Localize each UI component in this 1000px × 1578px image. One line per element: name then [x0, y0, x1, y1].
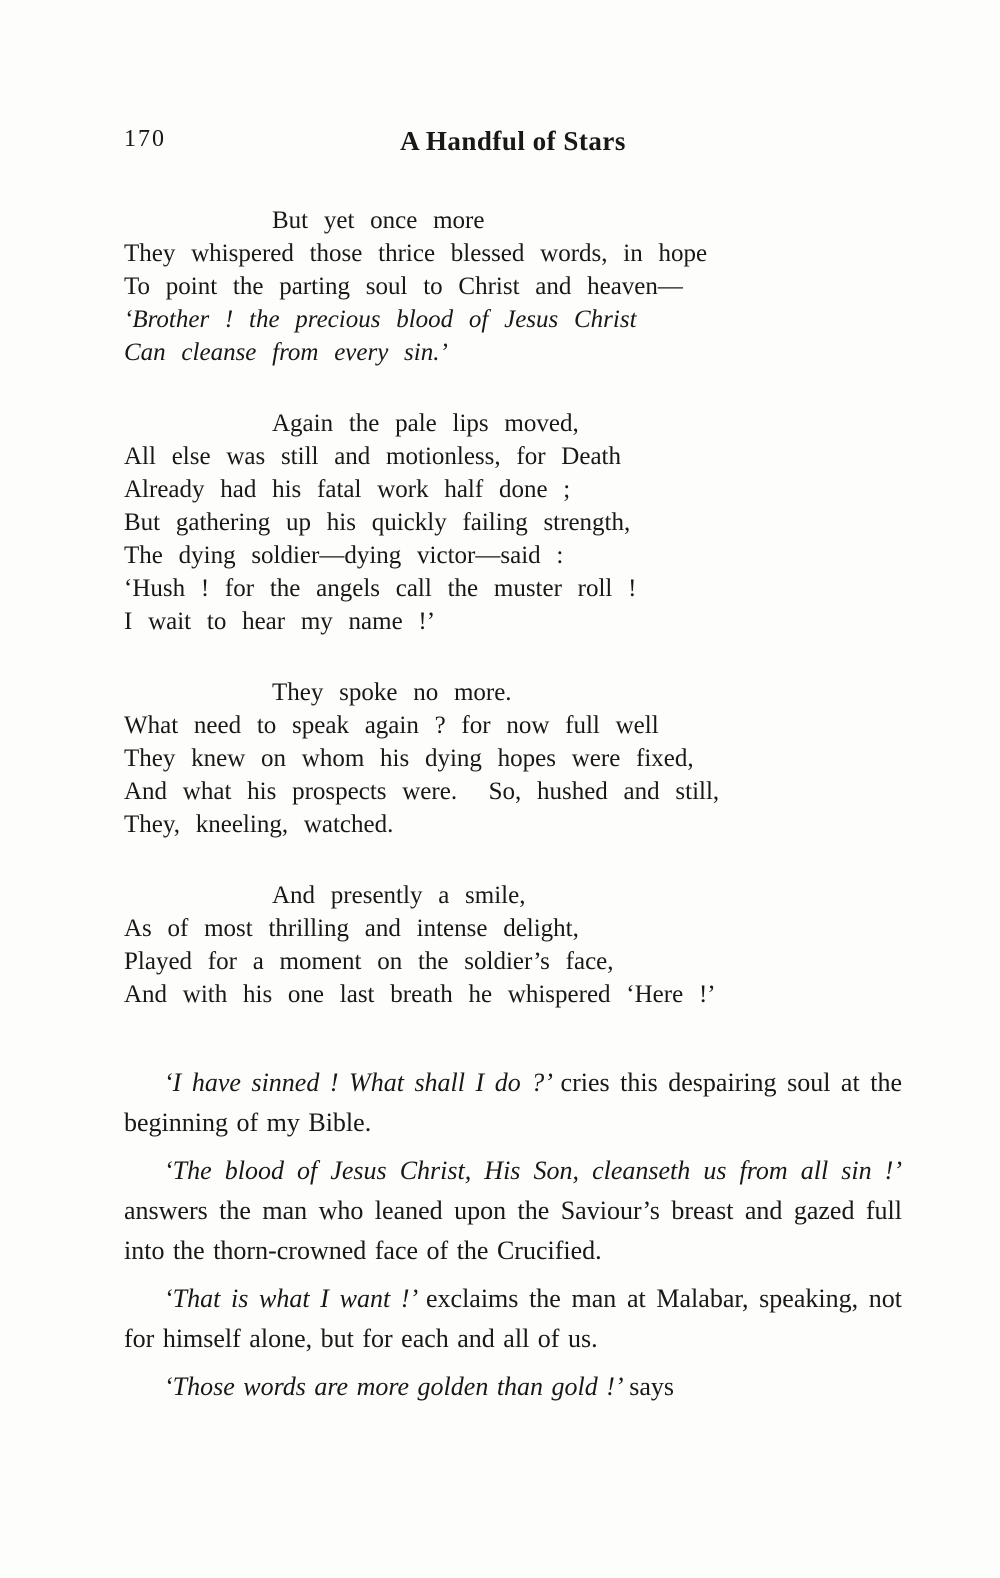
prose-segment-italic: ‘That is what I want !’ — [164, 1284, 426, 1313]
prose-segment: answers the man who leaned upon the Saviour’s breast and gazed full into the thorn-crowned face of the Crucified. — [124, 1196, 902, 1265]
poem-line: All else was still and motionless, for Death — [124, 443, 621, 470]
prose-segment-italic: ‘I have sinned ! What shall I do ?’ — [164, 1068, 561, 1097]
poem-line: And with his one last breath he whispered ‘Here !’ — [124, 981, 716, 1008]
prose-paragraph — [124, 1367, 902, 1407]
prose-paragraph — [124, 1063, 902, 1143]
prose-segment-italic: ‘Those words are more golden than gold !’ — [164, 1372, 630, 1401]
poem-stanza — [124, 407, 902, 638]
poem-line: Already had his fatal work half done ; — [124, 476, 571, 503]
poem-line: And presently a smile, — [272, 882, 526, 909]
poem — [124, 204, 902, 1011]
poem-line: Again the pale lips moved, — [272, 410, 579, 437]
poem-line: What need to speak again ? for now full well — [124, 712, 659, 739]
poem-line: As of most thrilling and intense delight, — [124, 915, 579, 942]
page-number: 170 — [124, 126, 166, 152]
prose — [124, 1063, 902, 1407]
poem-line: They, kneeling, watched. — [124, 811, 394, 838]
poem-stanza — [124, 676, 902, 841]
prose-paragraph — [124, 1279, 902, 1359]
poem-line: I wait to hear my name !’ — [124, 608, 436, 635]
poem-stanza — [124, 204, 902, 369]
poem-line: They spoke no more. — [272, 679, 512, 706]
poem-line: ‘Hush ! for the angels call the muster roll ! — [124, 575, 637, 602]
prose-segment: cries this despairing soul at the beginning of my Bible. — [124, 1068, 902, 1137]
poem-line: They whispered those thrice blessed words, in hope — [124, 240, 708, 267]
prose-segment-italic: ‘The blood of Jesus Christ, His Son, cleanseth us from all sin !’ — [164, 1156, 902, 1185]
poem-line: The dying soldier—dying victor—said : — [124, 542, 564, 569]
poem-line: But yet once more — [272, 207, 485, 234]
poem-line: But gathering up his quickly failing strength, — [124, 509, 631, 536]
prose-segment: exclaims the man at Malabar, speaking, not for himself alone, but for each and all of us. — [124, 1284, 902, 1353]
poem-stanza — [124, 879, 902, 1011]
poem-line: ‘Brother ! the precious blood of Jesus Christ — [124, 306, 637, 333]
poem-line: And what his prospects were. So, hushed and still, — [124, 778, 720, 805]
prose-paragraph — [124, 1151, 902, 1271]
page-title: A Handful of Stars — [400, 126, 626, 156]
poem-line: To point the parting soul to Christ and heaven— — [124, 273, 683, 300]
prose-segment: says — [629, 1372, 674, 1401]
page-header — [124, 126, 902, 162]
poem-line: Played for a moment on the soldier’s face, — [124, 948, 614, 975]
poem-line: They knew on whom his dying hopes were fixed, — [124, 745, 694, 772]
poem-line: Can cleanse from every sin.’ — [124, 339, 448, 366]
